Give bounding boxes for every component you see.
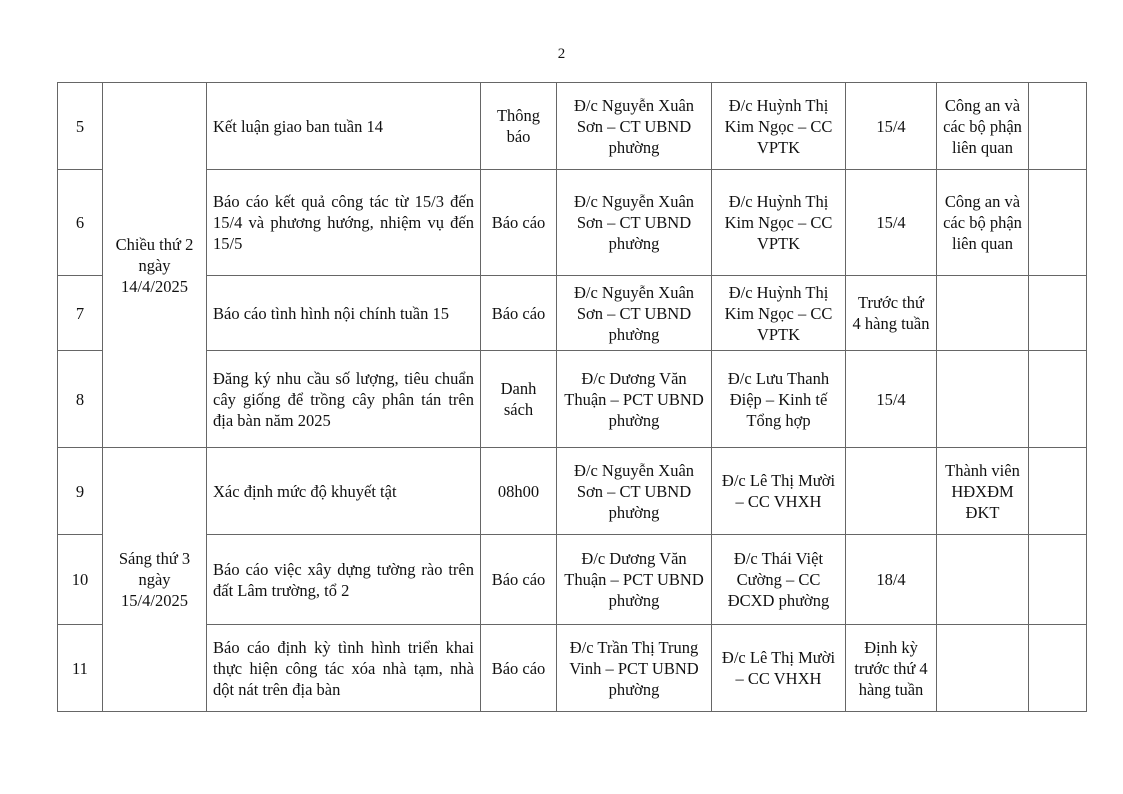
deadline: 15/4: [846, 170, 937, 276]
table-row: [58, 448, 1087, 535]
note: [1029, 535, 1087, 625]
table-row: [58, 170, 1087, 276]
task-content: Báo cáo tình hình nội chính tuần 15: [207, 276, 481, 351]
task-type: Báo cáo: [481, 535, 557, 625]
row-number: 5: [58, 83, 103, 170]
note: [1029, 83, 1087, 170]
staff-person: Đ/c Lê Thị Mười – CC VHXH: [712, 625, 846, 712]
staff-person: Đ/c Huỳnh Thị Kim Ngọc – CC VPTK: [712, 276, 846, 351]
task-type: Báo cáo: [481, 276, 557, 351]
lead-person: Đ/c Nguyễn Xuân Sơn – CT UBND phường: [557, 276, 712, 351]
staff-person: Đ/c Lưu Thanh Điệp – Kinh tế Tổng hợp: [712, 351, 846, 448]
task-content: Xác định mức độ khuyết tật: [207, 448, 481, 535]
deadline: [846, 448, 937, 535]
lead-person: Đ/c Dương Văn Thuận – PCT UBND phường: [557, 351, 712, 448]
time-group-cell: Chiều thứ 2 ngày 14/4/2025: [103, 83, 207, 448]
staff-person: Đ/c Huỳnh Thị Kim Ngọc – CC VPTK: [712, 170, 846, 276]
table-row: [58, 535, 1087, 625]
task-content: Báo cáo kết quả công tác từ 15/3 đến 15/4 và phương hướng, nhiệm vụ đến 15/5: [207, 170, 481, 276]
staff-person: Đ/c Thái Việt Cường – CC ĐCXD phường: [712, 535, 846, 625]
task-type: Danh sách: [481, 351, 557, 448]
page-number: 2: [557, 46, 566, 62]
lead-person: Đ/c Dương Văn Thuận – PCT UBND phường: [557, 535, 712, 625]
task-type: Báo cáo: [481, 625, 557, 712]
note: [1029, 625, 1087, 712]
note: [1029, 276, 1087, 351]
participants: Công an và các bộ phận liên quan: [937, 83, 1029, 170]
lead-person: Đ/c Nguyễn Xuân Sơn – CT UBND phường: [557, 83, 712, 170]
deadline: 15/4: [846, 83, 937, 170]
table-row: [58, 276, 1087, 351]
lead-person: Đ/c Nguyễn Xuân Sơn – CT UBND phường: [557, 170, 712, 276]
participants: Thành viên HĐXĐM ĐKT: [937, 448, 1029, 535]
participants: [937, 351, 1029, 448]
task-type: Báo cáo: [481, 170, 557, 276]
row-number: 10: [58, 535, 103, 625]
lead-person: Đ/c Nguyễn Xuân Sơn – CT UBND phường: [557, 448, 712, 535]
note: [1029, 351, 1087, 448]
participants: Công an và các bộ phận liên quan: [937, 170, 1029, 276]
row-number: 6: [58, 170, 103, 276]
note: [1029, 170, 1087, 276]
row-number: 11: [58, 625, 103, 712]
task-type: 08h00: [481, 448, 557, 535]
deadline: 15/4: [846, 351, 937, 448]
task-content: Báo cáo định kỳ tình hình triển khai thực hiện công tác xóa nhà tạm, nhà dột nát trên địa bàn: [207, 625, 481, 712]
note: [1029, 448, 1087, 535]
row-number: 8: [58, 351, 103, 448]
participants: [937, 276, 1029, 351]
task-type: Thông báo: [481, 83, 557, 170]
task-content: Kết luận giao ban tuần 14: [207, 83, 481, 170]
time-group-cell: Sáng thứ 3 ngày 15/4/2025: [103, 448, 207, 712]
task-content: Đăng ký nhu cầu số lượng, tiêu chuẩn cây giống để trồng cây phân tán trên địa bàn năm 2025: [207, 351, 481, 448]
participants: [937, 535, 1029, 625]
schedule-table: [57, 82, 1087, 712]
staff-person: Đ/c Huỳnh Thị Kim Ngọc – CC VPTK: [712, 83, 846, 170]
lead-person: Đ/c Trần Thị Trung Vinh – PCT UBND phường: [557, 625, 712, 712]
table-row: [58, 351, 1087, 448]
table-row: [58, 625, 1087, 712]
row-number: 9: [58, 448, 103, 535]
deadline: 18/4: [846, 535, 937, 625]
row-number: 7: [58, 276, 103, 351]
task-content: Báo cáo việc xây dựng tường rào trên đất Lâm trường, tổ 2: [207, 535, 481, 625]
table-row: [58, 83, 1087, 170]
participants: [937, 625, 1029, 712]
staff-person: Đ/c Lê Thị Mười – CC VHXH: [712, 448, 846, 535]
deadline: Định kỳ trước thứ 4 hàng tuần: [846, 625, 937, 712]
deadline: Trước thứ 4 hàng tuần: [846, 276, 937, 351]
